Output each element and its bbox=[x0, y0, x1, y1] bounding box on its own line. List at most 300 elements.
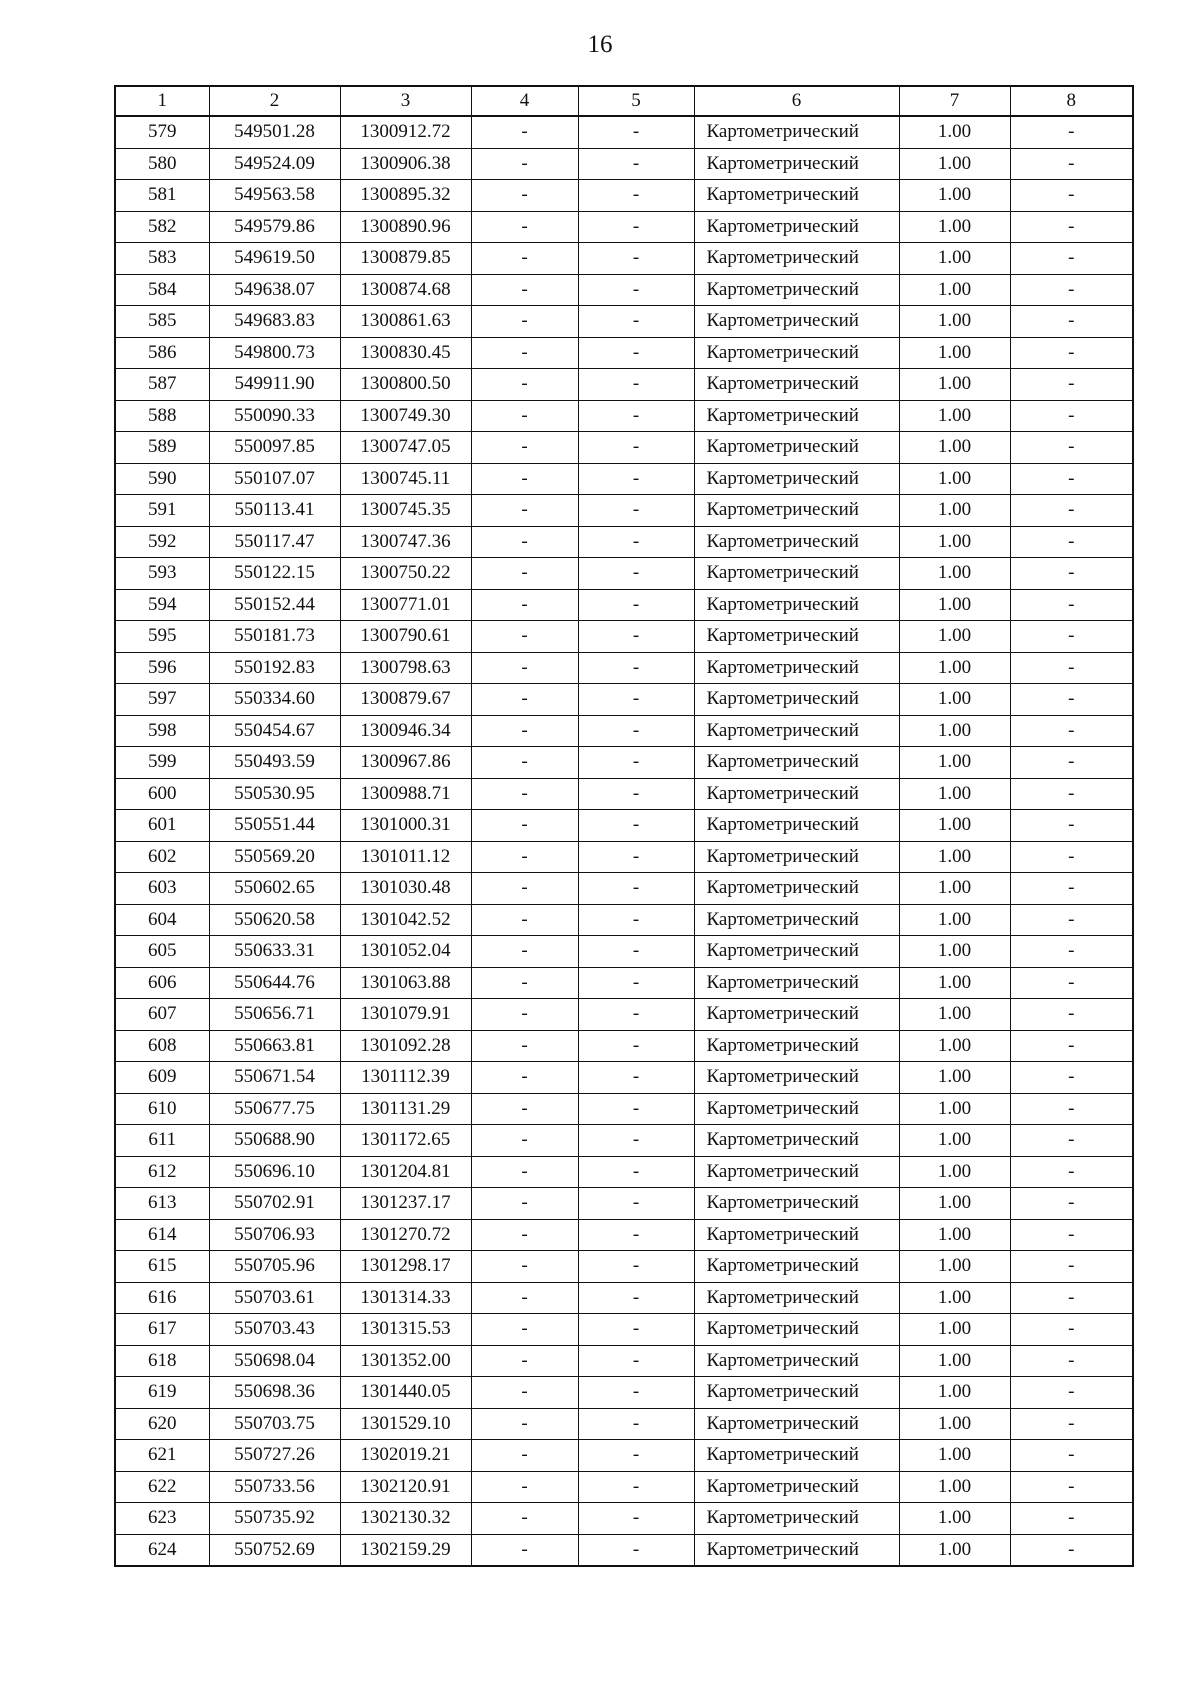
col4-cell: - bbox=[471, 1314, 578, 1346]
col4-cell: - bbox=[471, 400, 578, 432]
point-number-cell: 603 bbox=[115, 873, 209, 905]
table-row bbox=[115, 148, 1133, 180]
x-coordinate-cell: 550097.85 bbox=[209, 432, 340, 464]
method-cell: Картометрический bbox=[694, 116, 899, 148]
x-coordinate-cell: 549524.09 bbox=[209, 148, 340, 180]
header-cell-7: 7 bbox=[899, 86, 1010, 116]
col5-cell: - bbox=[578, 116, 694, 148]
x-coordinate-cell: 550152.44 bbox=[209, 589, 340, 621]
x-coordinate-cell: 550181.73 bbox=[209, 621, 340, 653]
accuracy-cell: 1.00 bbox=[899, 747, 1010, 779]
col4-cell: - bbox=[471, 1030, 578, 1062]
method-cell: Картометрический bbox=[694, 999, 899, 1031]
method-cell: Картометрический bbox=[694, 873, 899, 905]
col4-cell: - bbox=[471, 1440, 578, 1472]
point-number-cell: 602 bbox=[115, 841, 209, 873]
col4-cell: - bbox=[471, 589, 578, 621]
col5-cell: - bbox=[578, 1156, 694, 1188]
point-number-cell: 601 bbox=[115, 810, 209, 842]
col5-cell: - bbox=[578, 841, 694, 873]
accuracy-cell: 1.00 bbox=[899, 1093, 1010, 1125]
col5-cell: - bbox=[578, 526, 694, 558]
table-row bbox=[115, 274, 1133, 306]
y-coordinate-cell: 1301079.91 bbox=[340, 999, 471, 1031]
x-coordinate-cell: 549563.58 bbox=[209, 180, 340, 212]
table-row bbox=[115, 810, 1133, 842]
col4-cell: - bbox=[471, 1093, 578, 1125]
col5-cell: - bbox=[578, 1062, 694, 1094]
y-coordinate-cell: 1300874.68 bbox=[340, 274, 471, 306]
method-cell: Картометрический bbox=[694, 1440, 899, 1472]
y-coordinate-cell: 1301030.48 bbox=[340, 873, 471, 905]
accuracy-cell: 1.00 bbox=[899, 526, 1010, 558]
col4-cell: - bbox=[471, 967, 578, 999]
point-number-cell: 588 bbox=[115, 400, 209, 432]
coordinates-table-container bbox=[114, 85, 1134, 1567]
col4-cell: - bbox=[471, 337, 578, 369]
y-coordinate-cell: 1300967.86 bbox=[340, 747, 471, 779]
table-body bbox=[115, 116, 1133, 1566]
accuracy-cell: 1.00 bbox=[899, 715, 1010, 747]
col8-cell: - bbox=[1010, 432, 1133, 464]
col8-cell: - bbox=[1010, 337, 1133, 369]
table-row bbox=[115, 116, 1133, 148]
accuracy-cell: 1.00 bbox=[899, 306, 1010, 338]
method-cell: Картометрический bbox=[694, 180, 899, 212]
col4-cell: - bbox=[471, 463, 578, 495]
y-coordinate-cell: 1300906.38 bbox=[340, 148, 471, 180]
col8-cell: - bbox=[1010, 873, 1133, 905]
col4-cell: - bbox=[471, 747, 578, 779]
x-coordinate-cell: 550671.54 bbox=[209, 1062, 340, 1094]
header-cell-2: 2 bbox=[209, 86, 340, 116]
col8-cell: - bbox=[1010, 684, 1133, 716]
table-row bbox=[115, 1062, 1133, 1094]
x-coordinate-cell: 550703.61 bbox=[209, 1282, 340, 1314]
method-cell: Картометрический bbox=[694, 495, 899, 527]
y-coordinate-cell: 1300790.61 bbox=[340, 621, 471, 653]
col4-cell: - bbox=[471, 810, 578, 842]
table-row bbox=[115, 684, 1133, 716]
col5-cell: - bbox=[578, 810, 694, 842]
accuracy-cell: 1.00 bbox=[899, 274, 1010, 306]
col4-cell: - bbox=[471, 999, 578, 1031]
col4-cell: - bbox=[471, 652, 578, 684]
x-coordinate-cell: 549619.50 bbox=[209, 243, 340, 275]
point-number-cell: 604 bbox=[115, 904, 209, 936]
coordinates-table bbox=[114, 85, 1134, 1567]
accuracy-cell: 1.00 bbox=[899, 116, 1010, 148]
point-number-cell: 581 bbox=[115, 180, 209, 212]
col4-cell: - bbox=[471, 274, 578, 306]
x-coordinate-cell: 550735.92 bbox=[209, 1503, 340, 1535]
col5-cell: - bbox=[578, 1471, 694, 1503]
col8-cell: - bbox=[1010, 1156, 1133, 1188]
header-cell-3: 3 bbox=[340, 86, 471, 116]
accuracy-cell: 1.00 bbox=[899, 873, 1010, 905]
col8-cell: - bbox=[1010, 1093, 1133, 1125]
x-coordinate-cell: 550530.95 bbox=[209, 778, 340, 810]
col4-cell: - bbox=[471, 148, 578, 180]
y-coordinate-cell: 1300747.36 bbox=[340, 526, 471, 558]
y-coordinate-cell: 1300750.22 bbox=[340, 558, 471, 590]
y-coordinate-cell: 1301042.52 bbox=[340, 904, 471, 936]
col4-cell: - bbox=[471, 1377, 578, 1409]
col4-cell: - bbox=[471, 936, 578, 968]
col8-cell: - bbox=[1010, 400, 1133, 432]
point-number-cell: 621 bbox=[115, 1440, 209, 1472]
point-number-cell: 583 bbox=[115, 243, 209, 275]
col5-cell: - bbox=[578, 1219, 694, 1251]
accuracy-cell: 1.00 bbox=[899, 1440, 1010, 1472]
method-cell: Картометрический bbox=[694, 1345, 899, 1377]
point-number-cell: 599 bbox=[115, 747, 209, 779]
col5-cell: - bbox=[578, 1125, 694, 1157]
point-number-cell: 598 bbox=[115, 715, 209, 747]
x-coordinate-cell: 550551.44 bbox=[209, 810, 340, 842]
accuracy-cell: 1.00 bbox=[899, 778, 1010, 810]
point-number-cell: 605 bbox=[115, 936, 209, 968]
method-cell: Картометрический bbox=[694, 936, 899, 968]
col8-cell: - bbox=[1010, 306, 1133, 338]
method-cell: Картометрический bbox=[694, 148, 899, 180]
point-number-cell: 595 bbox=[115, 621, 209, 653]
accuracy-cell: 1.00 bbox=[899, 1377, 1010, 1409]
accuracy-cell: 1.00 bbox=[899, 810, 1010, 842]
col4-cell: - bbox=[471, 180, 578, 212]
col8-cell: - bbox=[1010, 558, 1133, 590]
page-number: 16 bbox=[587, 31, 613, 58]
col4-cell: - bbox=[471, 1062, 578, 1094]
point-number-cell: 610 bbox=[115, 1093, 209, 1125]
point-number-cell: 594 bbox=[115, 589, 209, 621]
table-row bbox=[115, 904, 1133, 936]
col5-cell: - bbox=[578, 1440, 694, 1472]
table-row bbox=[115, 936, 1133, 968]
col4-cell: - bbox=[471, 1503, 578, 1535]
x-coordinate-cell: 549638.07 bbox=[209, 274, 340, 306]
y-coordinate-cell: 1301131.29 bbox=[340, 1093, 471, 1125]
y-coordinate-cell: 1301011.12 bbox=[340, 841, 471, 873]
col4-cell: - bbox=[471, 873, 578, 905]
col5-cell: - bbox=[578, 621, 694, 653]
point-number-cell: 607 bbox=[115, 999, 209, 1031]
col5-cell: - bbox=[578, 1093, 694, 1125]
col8-cell: - bbox=[1010, 180, 1133, 212]
col8-cell: - bbox=[1010, 999, 1133, 1031]
y-coordinate-cell: 1301092.28 bbox=[340, 1030, 471, 1062]
y-coordinate-cell: 1301529.10 bbox=[340, 1408, 471, 1440]
col4-cell: - bbox=[471, 495, 578, 527]
accuracy-cell: 1.00 bbox=[899, 1030, 1010, 1062]
accuracy-cell: 1.00 bbox=[899, 589, 1010, 621]
point-number-cell: 619 bbox=[115, 1377, 209, 1409]
col8-cell: - bbox=[1010, 243, 1133, 275]
accuracy-cell: 1.00 bbox=[899, 1471, 1010, 1503]
col8-cell: - bbox=[1010, 1251, 1133, 1283]
col4-cell: - bbox=[471, 904, 578, 936]
accuracy-cell: 1.00 bbox=[899, 1062, 1010, 1094]
col5-cell: - bbox=[578, 369, 694, 401]
col4-cell: - bbox=[471, 841, 578, 873]
col4-cell: - bbox=[471, 243, 578, 275]
method-cell: Картометрический bbox=[694, 211, 899, 243]
accuracy-cell: 1.00 bbox=[899, 558, 1010, 590]
y-coordinate-cell: 1300912.72 bbox=[340, 116, 471, 148]
col4-cell: - bbox=[471, 1125, 578, 1157]
point-number-cell: 582 bbox=[115, 211, 209, 243]
table-row bbox=[115, 558, 1133, 590]
method-cell: Картометрический bbox=[694, 1314, 899, 1346]
table-row bbox=[115, 1030, 1133, 1062]
accuracy-cell: 1.00 bbox=[899, 180, 1010, 212]
table-row bbox=[115, 1156, 1133, 1188]
method-cell: Картометрический bbox=[694, 274, 899, 306]
y-coordinate-cell: 1302120.91 bbox=[340, 1471, 471, 1503]
col8-cell: - bbox=[1010, 936, 1133, 968]
point-number-cell: 600 bbox=[115, 778, 209, 810]
accuracy-cell: 1.00 bbox=[899, 369, 1010, 401]
table-row bbox=[115, 1093, 1133, 1125]
col4-cell: - bbox=[471, 1156, 578, 1188]
table-row bbox=[115, 589, 1133, 621]
x-coordinate-cell: 550677.75 bbox=[209, 1093, 340, 1125]
x-coordinate-cell: 550696.10 bbox=[209, 1156, 340, 1188]
method-cell: Картометрический bbox=[694, 652, 899, 684]
col8-cell: - bbox=[1010, 463, 1133, 495]
col5-cell: - bbox=[578, 432, 694, 464]
method-cell: Картометрический bbox=[694, 306, 899, 338]
header-row bbox=[115, 86, 1133, 116]
table-row bbox=[115, 1440, 1133, 1472]
col4-cell: - bbox=[471, 116, 578, 148]
table-row bbox=[115, 400, 1133, 432]
col4-cell: - bbox=[471, 1534, 578, 1566]
accuracy-cell: 1.00 bbox=[899, 1534, 1010, 1566]
x-coordinate-cell: 550663.81 bbox=[209, 1030, 340, 1062]
point-number-cell: 597 bbox=[115, 684, 209, 716]
accuracy-cell: 1.00 bbox=[899, 1156, 1010, 1188]
col5-cell: - bbox=[578, 1377, 694, 1409]
method-cell: Картометрический bbox=[694, 1030, 899, 1062]
accuracy-cell: 1.00 bbox=[899, 337, 1010, 369]
y-coordinate-cell: 1301298.17 bbox=[340, 1251, 471, 1283]
y-coordinate-cell: 1301112.39 bbox=[340, 1062, 471, 1094]
col5-cell: - bbox=[578, 1345, 694, 1377]
method-cell: Картометрический bbox=[694, 1251, 899, 1283]
method-cell: Картометрический bbox=[694, 967, 899, 999]
col8-cell: - bbox=[1010, 1377, 1133, 1409]
table-header bbox=[115, 86, 1133, 116]
x-coordinate-cell: 549683.83 bbox=[209, 306, 340, 338]
accuracy-cell: 1.00 bbox=[899, 841, 1010, 873]
method-cell: Картометрический bbox=[694, 1534, 899, 1566]
point-number-cell: 592 bbox=[115, 526, 209, 558]
table-row bbox=[115, 621, 1133, 653]
method-cell: Картометрический bbox=[694, 1219, 899, 1251]
col5-cell: - bbox=[578, 180, 694, 212]
point-number-cell: 620 bbox=[115, 1408, 209, 1440]
col5-cell: - bbox=[578, 274, 694, 306]
y-coordinate-cell: 1301270.72 bbox=[340, 1219, 471, 1251]
method-cell: Картометрический bbox=[694, 1471, 899, 1503]
col5-cell: - bbox=[578, 558, 694, 590]
accuracy-cell: 1.00 bbox=[899, 148, 1010, 180]
table-row bbox=[115, 463, 1133, 495]
x-coordinate-cell: 549579.86 bbox=[209, 211, 340, 243]
table-row bbox=[115, 1314, 1133, 1346]
y-coordinate-cell: 1300861.63 bbox=[340, 306, 471, 338]
col5-cell: - bbox=[578, 684, 694, 716]
y-coordinate-cell: 1301314.33 bbox=[340, 1282, 471, 1314]
accuracy-cell: 1.00 bbox=[899, 211, 1010, 243]
col5-cell: - bbox=[578, 1030, 694, 1062]
table-row bbox=[115, 652, 1133, 684]
y-coordinate-cell: 1301315.53 bbox=[340, 1314, 471, 1346]
header-cell-8: 8 bbox=[1010, 86, 1133, 116]
y-coordinate-cell: 1302130.32 bbox=[340, 1503, 471, 1535]
x-coordinate-cell: 550569.20 bbox=[209, 841, 340, 873]
header-cell-6: 6 bbox=[694, 86, 899, 116]
table-row bbox=[115, 1345, 1133, 1377]
col5-cell: - bbox=[578, 1534, 694, 1566]
y-coordinate-cell: 1301052.04 bbox=[340, 936, 471, 968]
accuracy-cell: 1.00 bbox=[899, 936, 1010, 968]
point-number-cell: 617 bbox=[115, 1314, 209, 1346]
table-row bbox=[115, 841, 1133, 873]
col5-cell: - bbox=[578, 904, 694, 936]
col4-cell: - bbox=[471, 369, 578, 401]
method-cell: Картометрический bbox=[694, 810, 899, 842]
table-row bbox=[115, 180, 1133, 212]
point-number-cell: 623 bbox=[115, 1503, 209, 1535]
x-coordinate-cell: 550334.60 bbox=[209, 684, 340, 716]
col8-cell: - bbox=[1010, 1440, 1133, 1472]
method-cell: Картометрический bbox=[694, 1062, 899, 1094]
col4-cell: - bbox=[471, 1408, 578, 1440]
y-coordinate-cell: 1300946.34 bbox=[340, 715, 471, 747]
point-number-cell: 615 bbox=[115, 1251, 209, 1283]
x-coordinate-cell: 550703.75 bbox=[209, 1408, 340, 1440]
method-cell: Картометрический bbox=[694, 1156, 899, 1188]
x-coordinate-cell: 550656.71 bbox=[209, 999, 340, 1031]
point-number-cell: 593 bbox=[115, 558, 209, 590]
method-cell: Картометрический bbox=[694, 1188, 899, 1220]
point-number-cell: 612 bbox=[115, 1156, 209, 1188]
x-coordinate-cell: 550633.31 bbox=[209, 936, 340, 968]
x-coordinate-cell: 550107.07 bbox=[209, 463, 340, 495]
col4-cell: - bbox=[471, 1345, 578, 1377]
col8-cell: - bbox=[1010, 1471, 1133, 1503]
col8-cell: - bbox=[1010, 715, 1133, 747]
method-cell: Картометрический bbox=[694, 1125, 899, 1157]
col8-cell: - bbox=[1010, 841, 1133, 873]
x-coordinate-cell: 549501.28 bbox=[209, 116, 340, 148]
method-cell: Картометрический bbox=[694, 589, 899, 621]
x-coordinate-cell: 550698.36 bbox=[209, 1377, 340, 1409]
col5-cell: - bbox=[578, 337, 694, 369]
table-row bbox=[115, 1408, 1133, 1440]
point-number-cell: 589 bbox=[115, 432, 209, 464]
col5-cell: - bbox=[578, 1282, 694, 1314]
col4-cell: - bbox=[471, 1471, 578, 1503]
point-number-cell: 587 bbox=[115, 369, 209, 401]
col4-cell: - bbox=[471, 306, 578, 338]
col5-cell: - bbox=[578, 589, 694, 621]
col8-cell: - bbox=[1010, 148, 1133, 180]
col8-cell: - bbox=[1010, 1030, 1133, 1062]
col5-cell: - bbox=[578, 652, 694, 684]
accuracy-cell: 1.00 bbox=[899, 967, 1010, 999]
x-coordinate-cell: 550727.26 bbox=[209, 1440, 340, 1472]
table-row bbox=[115, 1471, 1133, 1503]
col8-cell: - bbox=[1010, 652, 1133, 684]
table-row bbox=[115, 1188, 1133, 1220]
accuracy-cell: 1.00 bbox=[899, 1314, 1010, 1346]
col4-cell: - bbox=[471, 1251, 578, 1283]
accuracy-cell: 1.00 bbox=[899, 463, 1010, 495]
accuracy-cell: 1.00 bbox=[899, 1282, 1010, 1314]
method-cell: Картометрический bbox=[694, 684, 899, 716]
table-row bbox=[115, 999, 1133, 1031]
method-cell: Картометрический bbox=[694, 243, 899, 275]
point-number-cell: 618 bbox=[115, 1345, 209, 1377]
y-coordinate-cell: 1300830.45 bbox=[340, 337, 471, 369]
col5-cell: - bbox=[578, 1503, 694, 1535]
col4-cell: - bbox=[471, 1188, 578, 1220]
table-row bbox=[115, 495, 1133, 527]
col5-cell: - bbox=[578, 873, 694, 905]
y-coordinate-cell: 1302159.29 bbox=[340, 1534, 471, 1566]
point-number-cell: 611 bbox=[115, 1125, 209, 1157]
y-coordinate-cell: 1300745.35 bbox=[340, 495, 471, 527]
point-number-cell: 609 bbox=[115, 1062, 209, 1094]
x-coordinate-cell: 550454.67 bbox=[209, 715, 340, 747]
table-row bbox=[115, 1219, 1133, 1251]
col4-cell: - bbox=[471, 432, 578, 464]
col4-cell: - bbox=[471, 715, 578, 747]
table-row bbox=[115, 778, 1133, 810]
col5-cell: - bbox=[578, 967, 694, 999]
point-number-cell: 596 bbox=[115, 652, 209, 684]
col8-cell: - bbox=[1010, 1534, 1133, 1566]
table-row bbox=[115, 1125, 1133, 1157]
method-cell: Картометрический bbox=[694, 526, 899, 558]
table-row bbox=[115, 243, 1133, 275]
point-number-cell: 586 bbox=[115, 337, 209, 369]
accuracy-cell: 1.00 bbox=[899, 1503, 1010, 1535]
col5-cell: - bbox=[578, 306, 694, 338]
point-number-cell: 584 bbox=[115, 274, 209, 306]
accuracy-cell: 1.00 bbox=[899, 243, 1010, 275]
x-coordinate-cell: 549800.73 bbox=[209, 337, 340, 369]
table-row bbox=[115, 873, 1133, 905]
table-row bbox=[115, 715, 1133, 747]
y-coordinate-cell: 1301000.31 bbox=[340, 810, 471, 842]
x-coordinate-cell: 550688.90 bbox=[209, 1125, 340, 1157]
col4-cell: - bbox=[471, 621, 578, 653]
method-cell: Картометрический bbox=[694, 1282, 899, 1314]
accuracy-cell: 1.00 bbox=[899, 652, 1010, 684]
accuracy-cell: 1.00 bbox=[899, 400, 1010, 432]
accuracy-cell: 1.00 bbox=[899, 495, 1010, 527]
y-coordinate-cell: 1301204.81 bbox=[340, 1156, 471, 1188]
y-coordinate-cell: 1302019.21 bbox=[340, 1440, 471, 1472]
method-cell: Картометрический bbox=[694, 904, 899, 936]
x-coordinate-cell: 550702.91 bbox=[209, 1188, 340, 1220]
accuracy-cell: 1.00 bbox=[899, 432, 1010, 464]
point-number-cell: 606 bbox=[115, 967, 209, 999]
